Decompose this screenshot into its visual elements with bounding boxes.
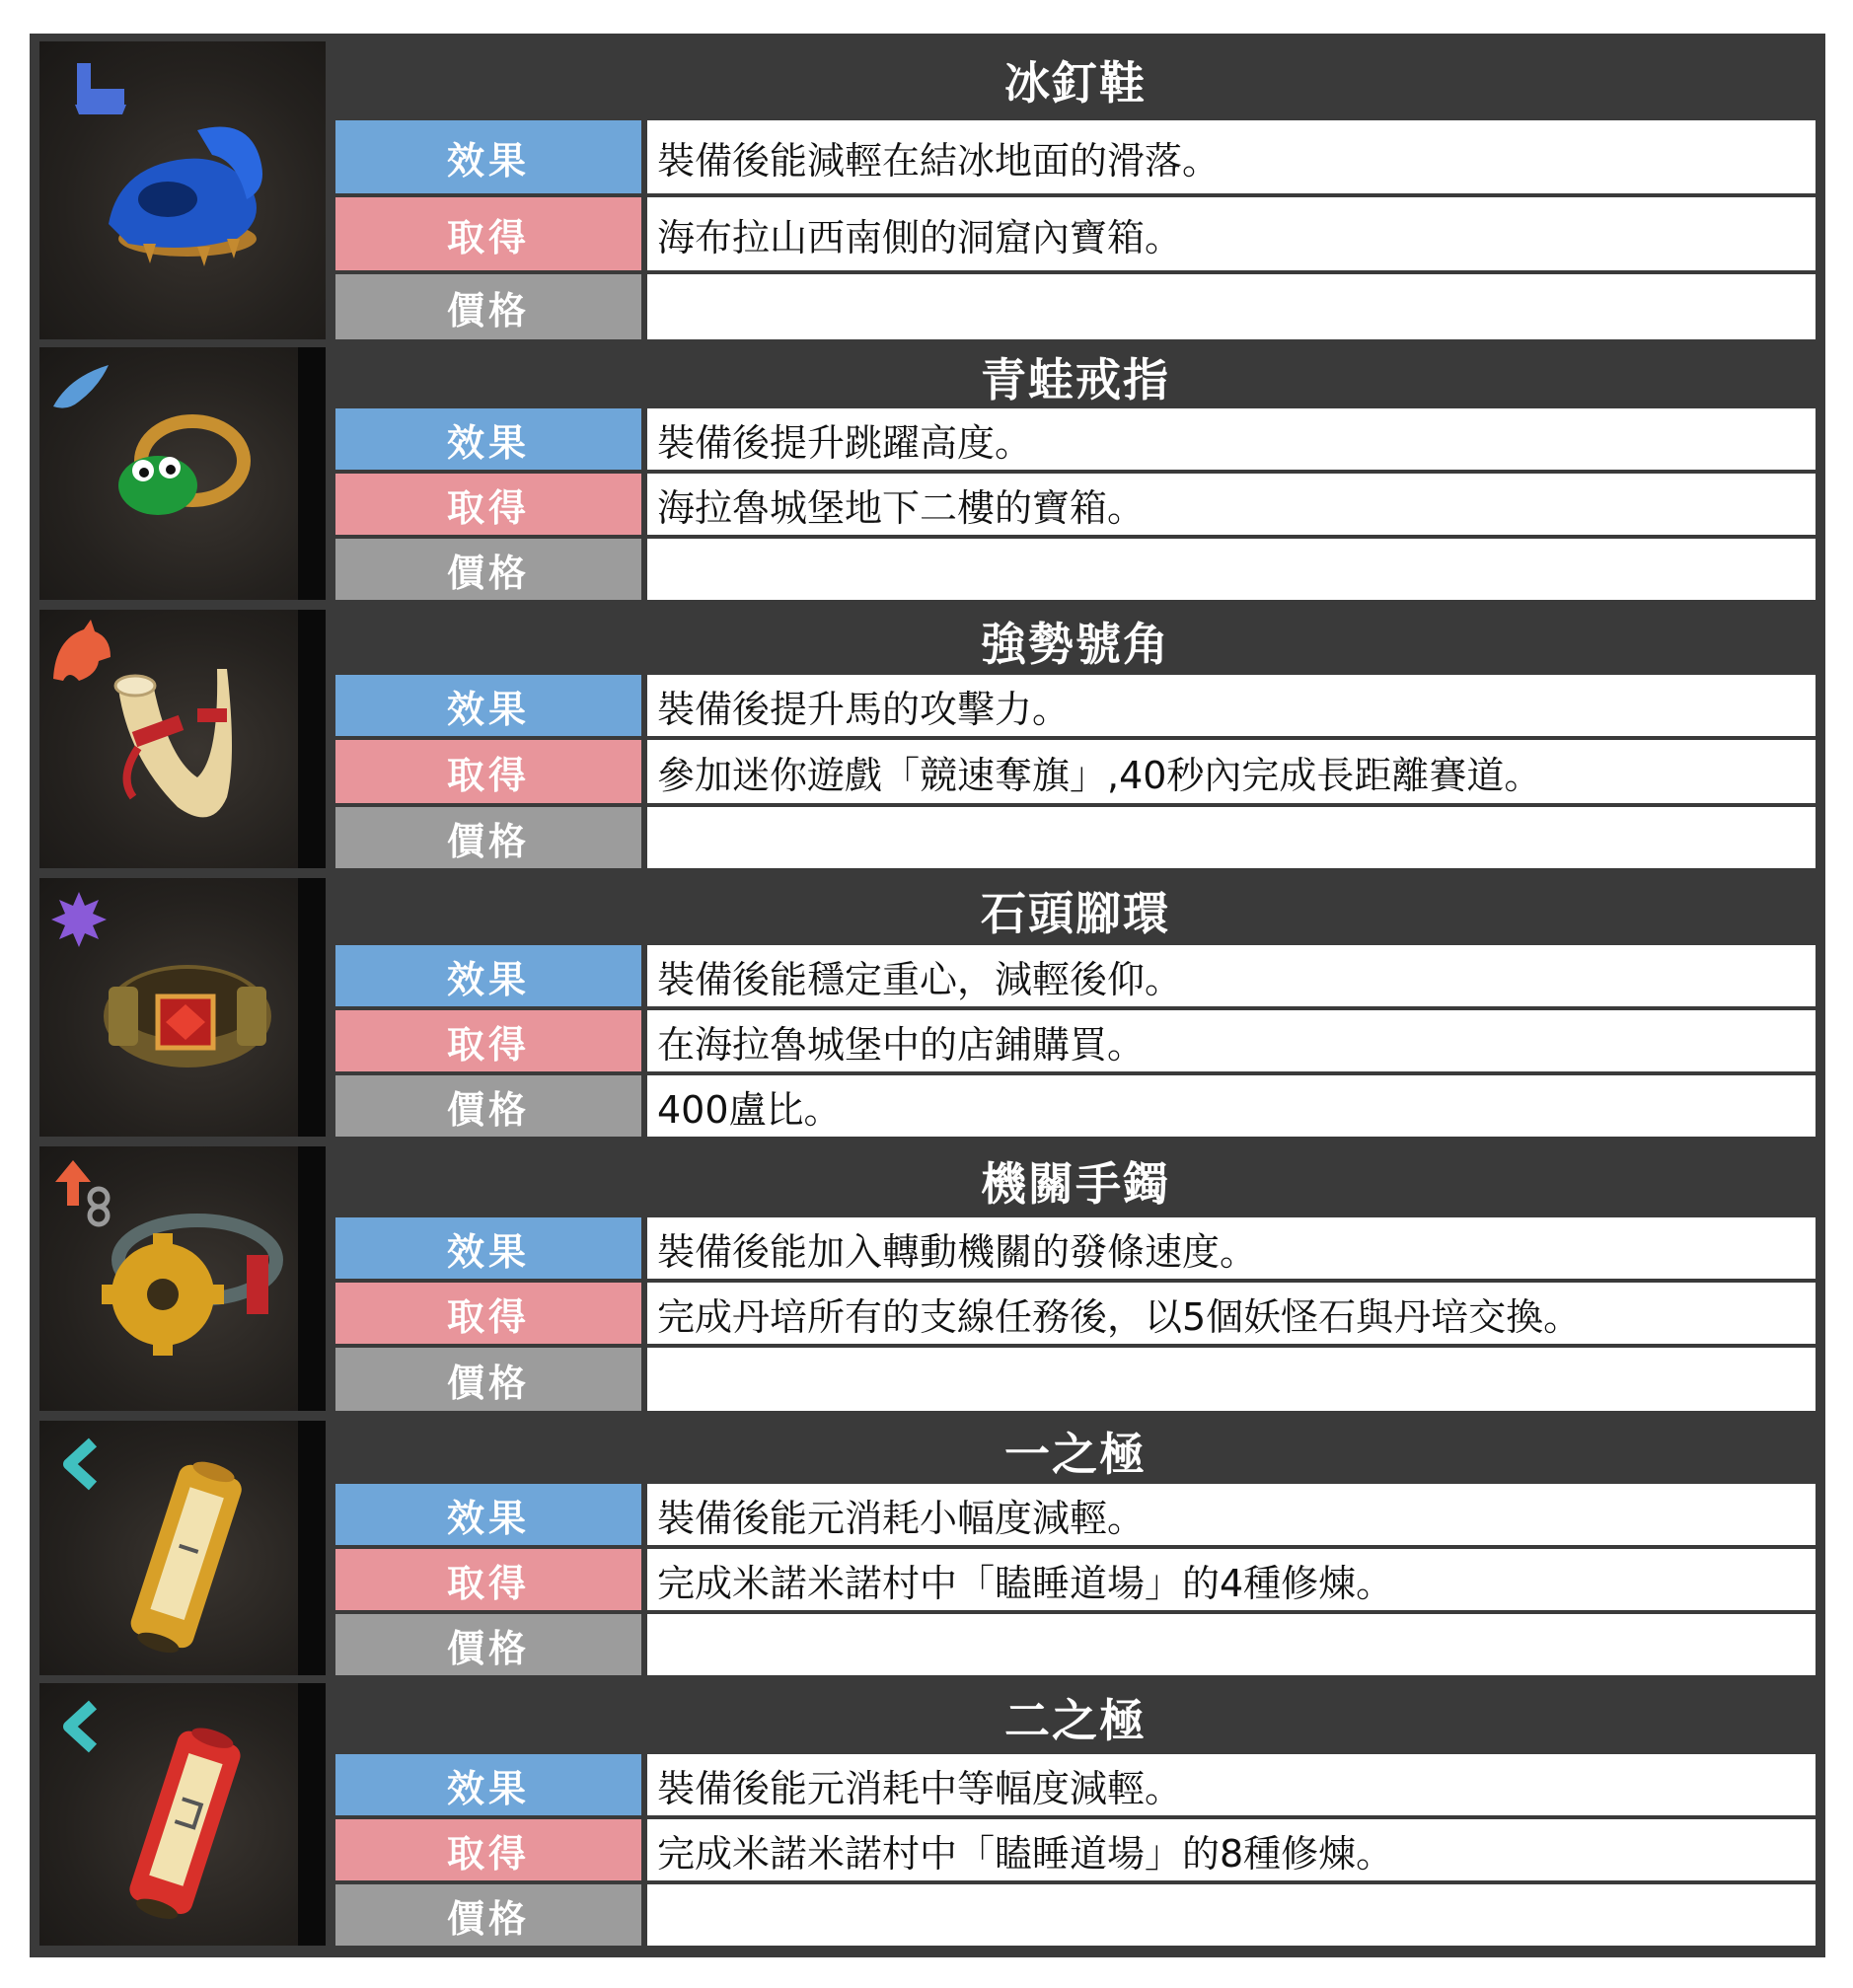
price-value: [647, 274, 1816, 339]
price-value: [647, 807, 1816, 868]
effect-value: 裝備後提升馬的攻擊力。: [647, 675, 1816, 736]
effect-value: 裝備後能元消耗小幅度減輕。: [647, 1484, 1816, 1545]
obtain-label: 取得: [335, 474, 641, 535]
item-name: 冰釘鞋: [335, 41, 1816, 118]
item-name: 一之極: [335, 1421, 1816, 1482]
item-card: [39, 347, 1816, 600]
effect-row: [335, 1484, 1816, 1545]
effect-row: [335, 1217, 1816, 1279]
effect-label: 效果: [335, 675, 641, 736]
effect-row: [335, 408, 1816, 470]
item-thumbnail: [39, 41, 326, 339]
price-row: [335, 1075, 1816, 1137]
price-label: 價格: [335, 1348, 641, 1411]
item-name: 石頭腳環: [335, 878, 1816, 943]
effect-label: 效果: [335, 120, 641, 193]
obtain-label: 取得: [335, 1819, 641, 1880]
obtain-value: 完成丹培所有的支線任務後，以5個妖怪石與丹培交換。: [647, 1283, 1816, 1344]
item-name: 機關手鐲: [335, 1146, 1816, 1215]
boot-badge-icon: [75, 63, 126, 114]
effect-label: 效果: [335, 408, 641, 470]
effect-value: 裝備後能元消耗中等幅度減輕。: [647, 1754, 1816, 1815]
price-label: 價格: [335, 1075, 641, 1137]
price-label: 價格: [335, 274, 641, 339]
item-thumbnail: [39, 1421, 326, 1675]
ice-cleats-icon: [109, 127, 262, 266]
item-thumbnail: [39, 347, 326, 600]
horse-badge-icon: [53, 620, 111, 681]
item-name: 二之極: [335, 1683, 1816, 1752]
item-card: [39, 41, 1816, 339]
obtain-label: 取得: [335, 197, 641, 270]
item-name: 強勢號角: [335, 610, 1816, 673]
gear-bracelet-icon: [102, 1220, 276, 1356]
item-card: [39, 1683, 1816, 1946]
item-thumbnail: [39, 1683, 326, 1946]
effect-label: 效果: [335, 1754, 641, 1815]
frog-ring-icon: [118, 421, 244, 515]
obtain-label: 取得: [335, 1549, 641, 1610]
stone-anklet-icon: [104, 965, 271, 1068]
obtain-value: 完成米諾米諾村中「瞌睡道場」的4種修煉。: [647, 1549, 1816, 1610]
obtain-label: 取得: [335, 1010, 641, 1071]
obtain-row: [335, 1010, 1816, 1071]
spark-badge-icon: [51, 892, 107, 947]
effect-value: 裝備後提升跳躍高度。: [647, 408, 1816, 470]
obtain-value: 參加迷你遊戲「競速奪旗」,40秒內完成長距離賽道。: [647, 740, 1816, 803]
horn-icon: [115, 669, 232, 817]
price-value: [647, 1884, 1816, 1946]
item-card: [39, 610, 1816, 868]
obtain-value: 海布拉山西南側的洞窟內寶箱。: [647, 197, 1816, 270]
obtain-row: [335, 474, 1816, 535]
item-card: [39, 1421, 1816, 1675]
effect-value: 裝備後能減輕在結冰地面的滑落。: [647, 120, 1816, 193]
obtain-row: [335, 1549, 1816, 1610]
item-thumbnail: [39, 878, 326, 1137]
price-row: [335, 1614, 1816, 1675]
effect-row: [335, 675, 1816, 736]
price-row: [335, 807, 1816, 868]
water-badge-icon: [53, 365, 109, 408]
price-value: 400盧比。: [647, 1075, 1816, 1137]
price-row: [335, 1884, 1816, 1946]
obtain-value: 完成米諾米諾村中「瞌睡道場」的8種修煉。: [647, 1819, 1816, 1880]
scroll-red-icon: [123, 1721, 246, 1927]
effect-value: 裝備後能加入轉動機關的發條速度。: [647, 1217, 1816, 1279]
effect-label: 效果: [335, 945, 641, 1006]
effect-row: [335, 945, 1816, 1006]
price-label: 價格: [335, 539, 641, 600]
price-row: [335, 1348, 1816, 1411]
price-row: [335, 539, 1816, 600]
obtain-row: [335, 197, 1816, 270]
effect-label: 效果: [335, 1217, 641, 1279]
gear-up-badge-icon: [55, 1160, 108, 1224]
chevron-badge-icon: [69, 1442, 93, 1486]
price-value: [647, 1348, 1816, 1411]
effect-row: [335, 1754, 1816, 1815]
obtain-label: 取得: [335, 1283, 641, 1344]
item-name: 青蛙戒指: [335, 347, 1816, 406]
item-table: [30, 34, 1825, 1957]
item-card: [39, 878, 1816, 1137]
chevron-badge-icon: [69, 1705, 93, 1748]
obtain-row: [335, 1283, 1816, 1344]
price-value: [647, 1614, 1816, 1675]
obtain-value: 在海拉魯城堡中的店鋪購買。: [647, 1010, 1816, 1071]
obtain-label: 取得: [335, 740, 641, 803]
scroll-gold-icon: [124, 1454, 247, 1660]
effect-row: [335, 120, 1816, 193]
effect-value: 裝備後能穩定重心，減輕後仰。: [647, 945, 1816, 1006]
price-label: 價格: [335, 807, 641, 868]
price-label: 價格: [335, 1614, 641, 1675]
obtain-value: 海拉魯城堡地下二樓的寶箱。: [647, 474, 1816, 535]
item-card: [39, 1146, 1816, 1411]
obtain-row: [335, 740, 1816, 803]
price-label: 價格: [335, 1884, 641, 1946]
effect-label: 效果: [335, 1484, 641, 1545]
item-thumbnail: [39, 1146, 326, 1411]
price-value: [647, 539, 1816, 600]
item-thumbnail: [39, 610, 326, 868]
price-row: [335, 274, 1816, 339]
obtain-row: [335, 1819, 1816, 1880]
